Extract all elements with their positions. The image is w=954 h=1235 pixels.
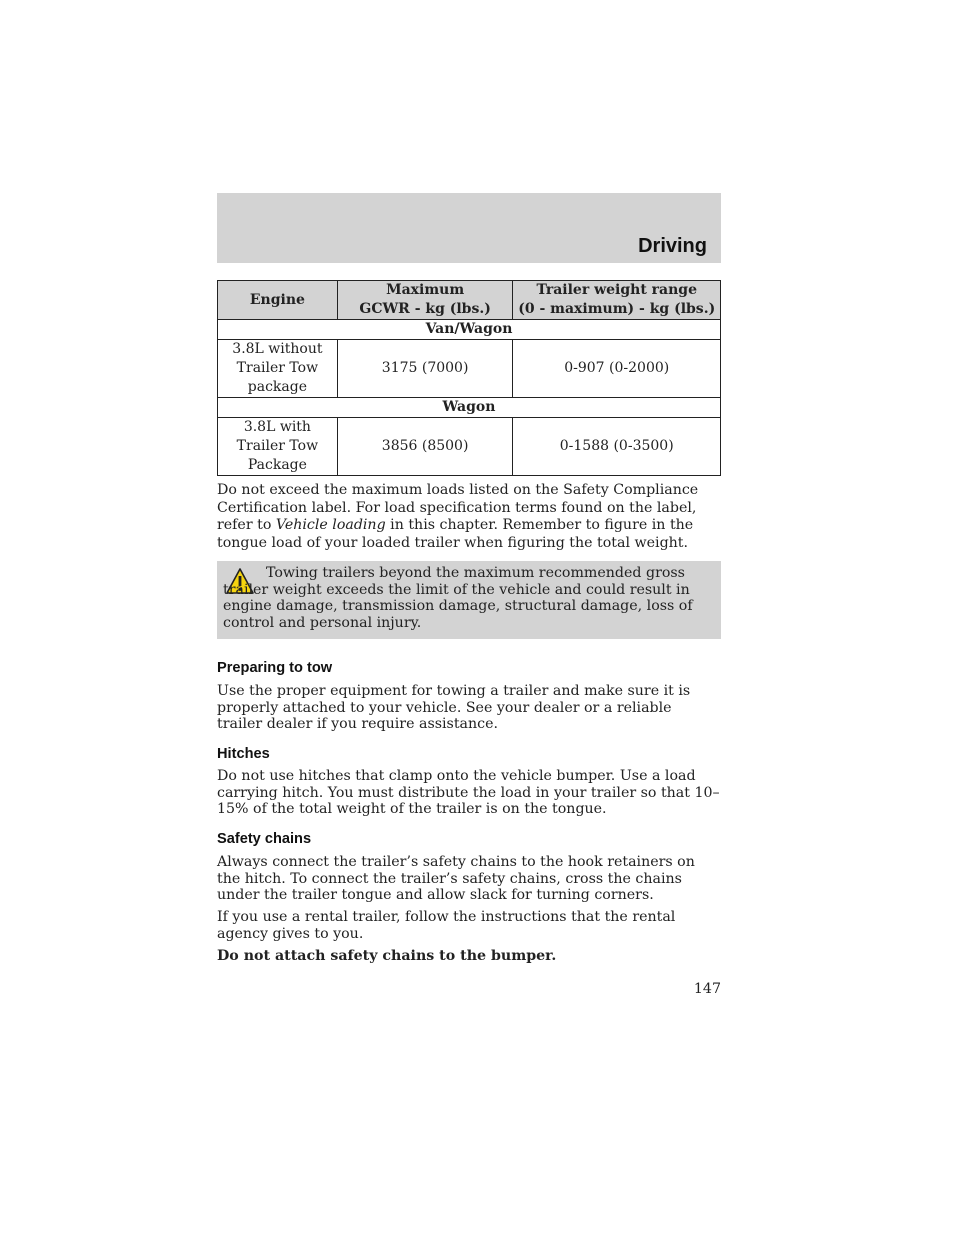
warning-box	[217, 561, 721, 639]
table-section-row	[218, 320, 721, 340]
engine-cell: 3.8L without Trailer Tow package	[218, 340, 338, 398]
table-section-row	[218, 398, 721, 418]
col-header-gcwr: Maximum GCWR - kg (lbs.)	[337, 281, 513, 320]
gcwr-cell: 3856 (8500)	[337, 418, 513, 476]
safety-chains-paragraph-2: If you use a rental trailer, follow the instructions that the rental agency gives to you.	[217, 909, 676, 942]
section-van-wagon: Van/Wagon	[218, 320, 721, 340]
intro-paragraph: Do not exceed the maximum loads listed on the Safety Compliance Certification label. For load specification terms found on the label, refer to Vehicle loading in this chapter. Remember to figure in the tongue load of your loaded trailer when figuring the total weight.	[217, 482, 699, 551]
gcwr-cell: 3175 (7000)	[337, 340, 513, 398]
table-row	[218, 418, 721, 476]
preparing-paragraph: Use the proper equipment for towing a trailer and make sure it is properly attached to your vehicle. See your dealer or a reliable trailer dealer if you require assistance.	[217, 683, 691, 732]
heading-safety-chains: Safety chains	[217, 831, 312, 847]
col-header-engine: Engine	[218, 281, 338, 320]
page-number: 147	[693, 981, 721, 997]
safety-chains-bold-note: Do not attach safety chains to the bumper.	[217, 948, 557, 964]
vehicle-loading-reference: Vehicle loading	[275, 517, 386, 533]
heading-preparing-to-tow: Preparing to tow	[217, 660, 333, 676]
table-header-row	[218, 281, 721, 320]
hitches-paragraph: Do not use hitches that clamp onto the vehicle bumper. Use a load carrying hitch. You must distribute the load in your trailer so that 10–15% of the total weight of the trailer is on the tongue.	[217, 768, 720, 817]
section-wagon: Wagon	[218, 398, 721, 418]
trailer-range-cell: 0-1588 (0-3500)	[513, 418, 721, 476]
warning-text: Towing trailers beyond the maximum recommended gross trailer weight exceeds the limit of the vehicle and could result in engine damage, transmission damage, structural damage, loss of control and personal injury.	[223, 565, 693, 631]
section-header-band	[217, 193, 721, 263]
towing-capacity-table	[217, 280, 721, 476]
table-row	[218, 340, 721, 398]
heading-hitches: Hitches	[217, 746, 270, 762]
trailer-range-cell: 0-907 (0-2000)	[513, 340, 721, 398]
section-title: Driving	[638, 235, 707, 257]
engine-cell: 3.8L with Trailer Tow Package	[218, 418, 338, 476]
col-header-trailer-range: Trailer weight range (0 - maximum) - kg (lbs.)	[513, 281, 721, 320]
safety-chains-paragraph-1: Always connect the trailer’s safety chains to the hook retainers on the hitch. To connect the trailer’s safety chains, cross the chains under the trailer tongue and allow slack for turning corners.	[217, 854, 695, 903]
